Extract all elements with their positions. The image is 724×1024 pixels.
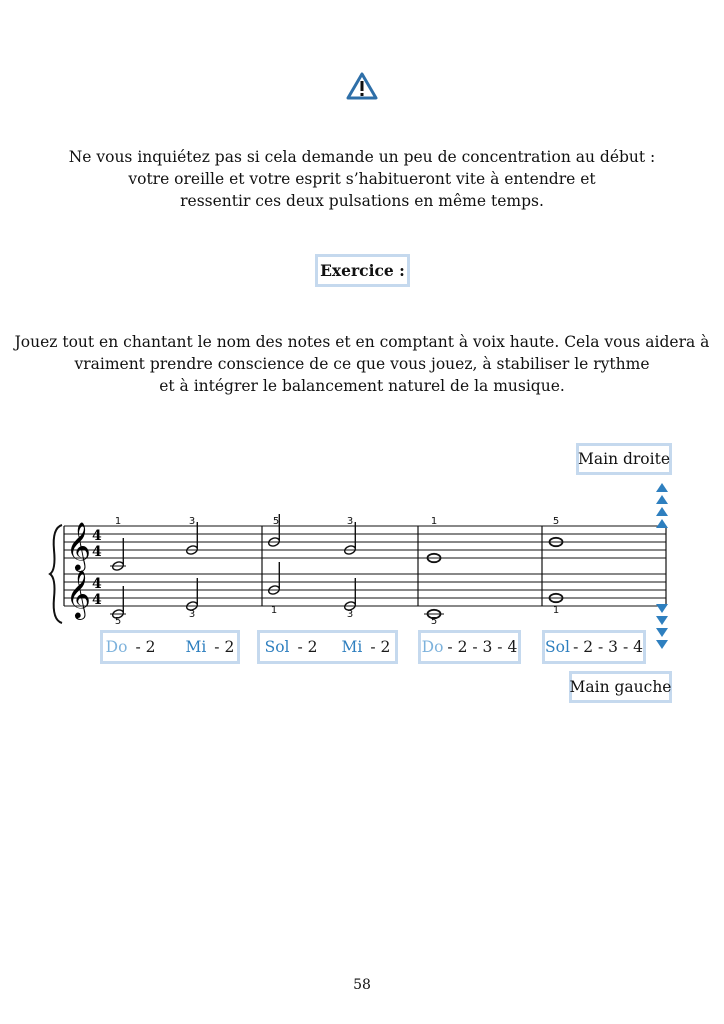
count-text: - 2: [135, 638, 156, 656]
fingering: 3: [188, 609, 196, 620]
note-name: Sol: [545, 638, 570, 656]
note-name: Sol: [264, 638, 290, 656]
bass-staff: [64, 574, 666, 606]
svg-text:4: 4: [92, 528, 102, 544]
barlines: [64, 526, 666, 606]
svg-text:4: 4: [92, 592, 102, 608]
count-box-measure-3: [418, 630, 521, 664]
fingering: 5: [272, 516, 280, 527]
instructions-paragraph: [0, 331, 724, 397]
count-text: - 2: [214, 638, 235, 656]
intro-paragraph: [0, 146, 724, 212]
fingering: 1: [430, 516, 438, 527]
page-number: 58: [353, 977, 371, 993]
count-text: - 2 - 3 - 4: [573, 638, 643, 656]
right-hand-label: Main droite: [576, 443, 672, 475]
fingering: 1: [114, 516, 122, 527]
note: [110, 538, 126, 571]
down-arrows-icon: [656, 604, 668, 625]
count-box-measure-1: [100, 630, 240, 664]
up-arrows-icon: [656, 483, 668, 528]
count-text: - 2: [297, 638, 318, 656]
down-arrows-icon: [654, 626, 670, 652]
count-text: - 2: [370, 638, 391, 656]
note-name: Do: [105, 638, 128, 656]
fingering: 5: [552, 516, 560, 527]
count-text: - 2 - 3 - 4: [447, 638, 518, 656]
fingering: 5: [114, 616, 122, 627]
treble-staff: [64, 526, 666, 558]
treble-clef-icon: 𝄞: [66, 521, 91, 570]
fingering: 3: [346, 609, 354, 620]
intro-line: votre oreille et votre esprit s’habitueront vite à entendre et: [128, 170, 596, 188]
fingering: 1: [270, 605, 278, 616]
warning-triangle-icon: [345, 71, 379, 101]
note-name: Mi: [341, 638, 363, 656]
fingering: 1: [552, 605, 560, 616]
svg-text:4: 4: [92, 544, 102, 560]
note-name: Do: [421, 638, 444, 656]
brace: [50, 525, 62, 623]
left-hand-label: Main gauche: [569, 671, 672, 703]
count-box-measure-2: [257, 630, 398, 664]
intro-line: Ne vous inquiétez pas si cela demande un peu de concentration au début :: [68, 148, 656, 166]
treble-clef-icon: 𝄞: [66, 569, 91, 618]
fingering: 3: [346, 516, 354, 527]
svg-text:4: 4: [92, 576, 102, 592]
time-signature: [92, 528, 102, 608]
note-name: Mi: [185, 638, 207, 656]
note: [110, 586, 126, 619]
exercise-label: Exercice :: [315, 254, 410, 287]
music-score: [0, 470, 724, 630]
instructions-line: et à intégrer le balancement naturel de la musique.: [159, 377, 565, 395]
instructions-line: vraiment prendre conscience de ce que vous jouez, à stabiliser le rythme: [74, 355, 650, 373]
intro-line: ressentir ces deux pulsations en même temps.: [180, 192, 544, 210]
count-box-measure-4: [542, 630, 646, 664]
instructions-line: Jouez tout en chantant le nom des notes et en comptant à voix haute. Cela vous aidera à: [14, 333, 710, 351]
fingering: 3: [188, 516, 196, 527]
fingering: 5: [430, 616, 438, 627]
